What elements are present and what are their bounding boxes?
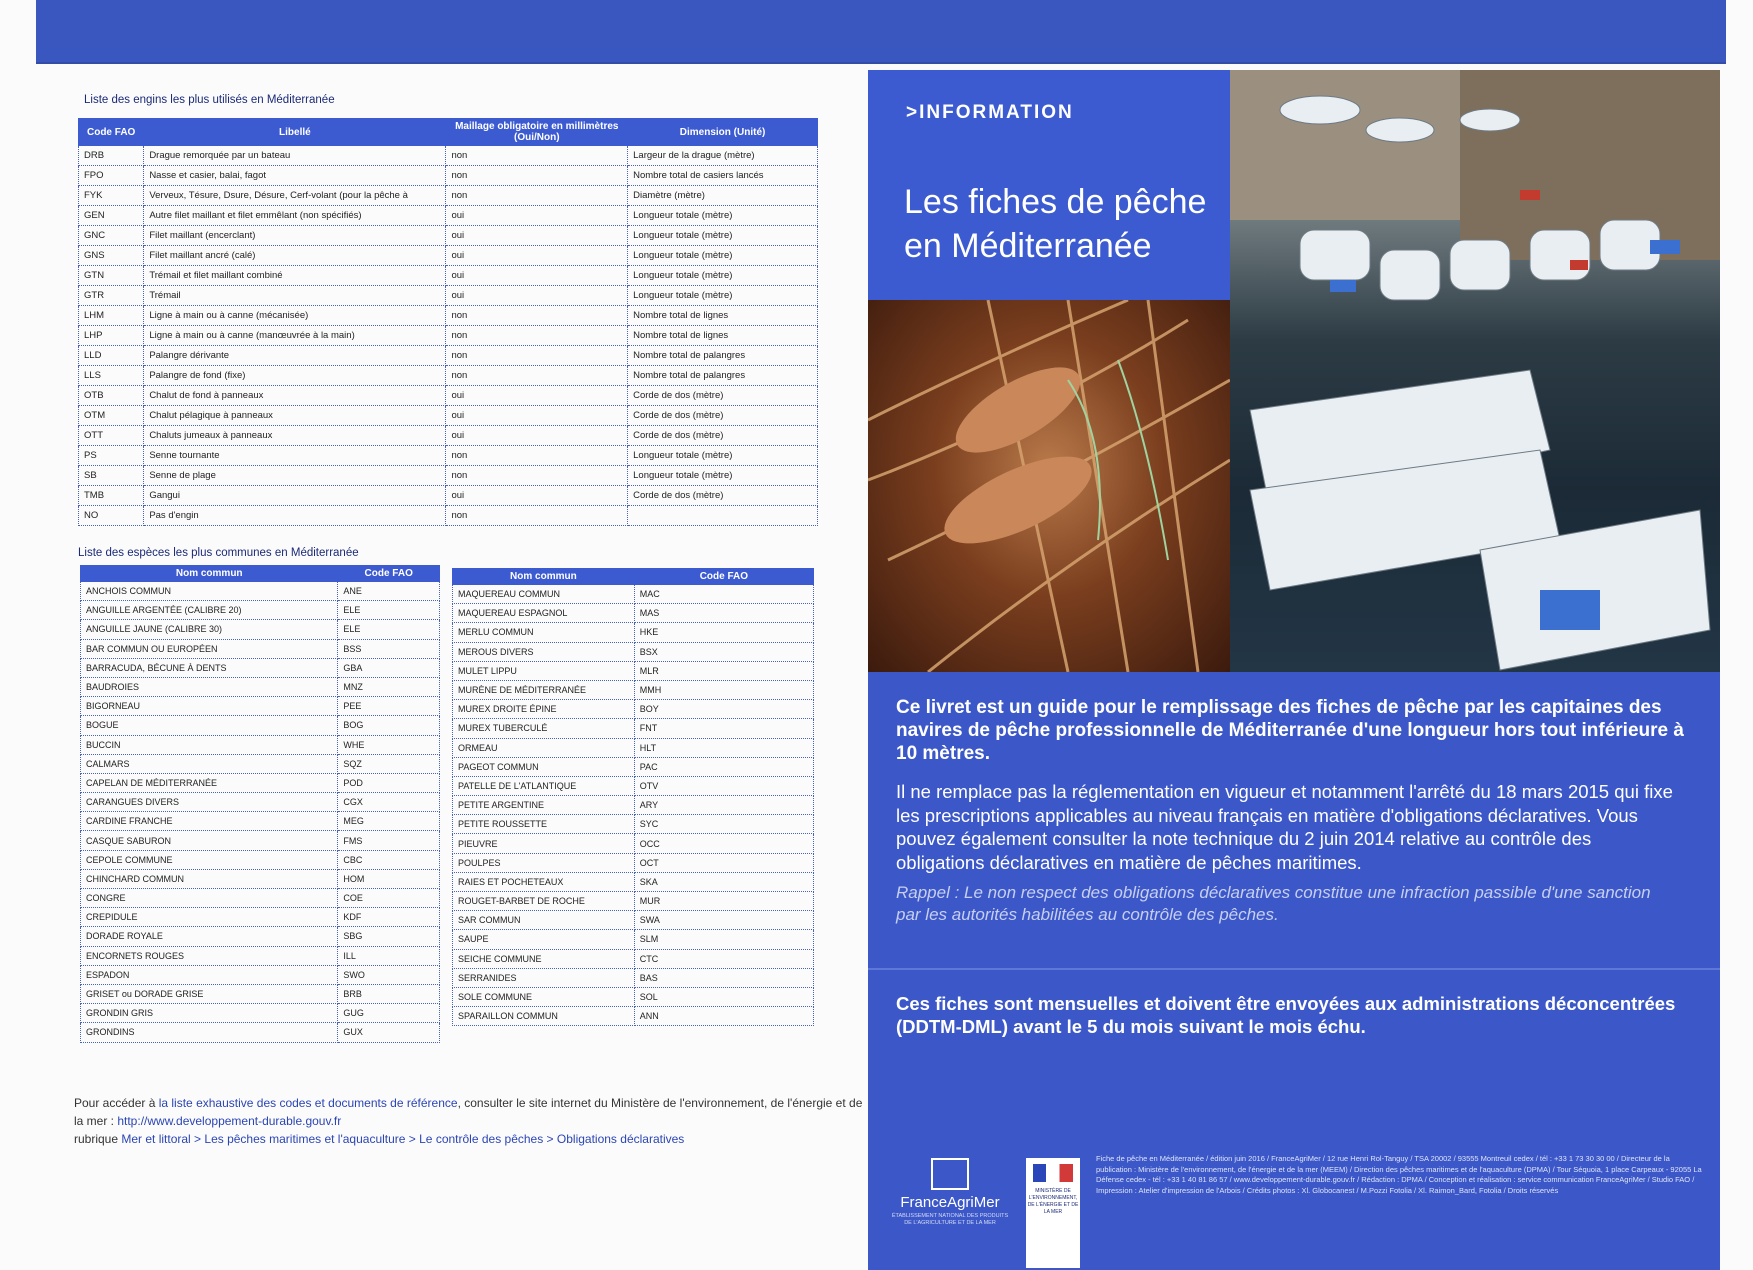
engins-cell: Nombre total de palangres xyxy=(628,366,818,386)
engins-cell: Senne tournante xyxy=(144,446,446,466)
especes-row xyxy=(81,831,440,850)
especes-row xyxy=(453,623,814,642)
especes-cell: CALMARS xyxy=(81,754,338,773)
especes-cell: SBG xyxy=(338,927,440,946)
engins-cell: NO xyxy=(79,506,144,526)
especes-cell: ANCHOIS COMMUN xyxy=(81,582,338,601)
engins-cell: oui xyxy=(446,486,628,506)
especes-row xyxy=(81,639,440,658)
especes-row xyxy=(453,796,814,815)
especes-row xyxy=(453,757,814,776)
especes-cell: HLT xyxy=(634,738,813,757)
franceagrimer-logo-name: FranceAgriMer xyxy=(900,1194,1000,1211)
engins-cell: non xyxy=(446,186,628,206)
especes-cell: PAC xyxy=(634,757,813,776)
info-panel xyxy=(868,70,1230,300)
lead-text: Ce livret est un guide pour le remplissage des fiches de pêche par les capitaines des navires de pêche professionnelle de Méditerranée d'une longueur hors tout inférieure à 10 mètres. xyxy=(896,697,1684,764)
engins-row xyxy=(79,146,818,166)
engins-cell: SB xyxy=(79,466,144,486)
especes-cell: CARDINE FRANCHE xyxy=(81,812,338,831)
especes-cell: BAR COMMUN OU EUROPÉEN xyxy=(81,639,338,658)
especes-cell: CREPIDULE xyxy=(81,908,338,927)
rappel-note: Rappel : Le non respect des obligations déclaratives constitue une infraction passible d'une sanction par les autorités habilitées au contrôle des pêches. xyxy=(896,883,1651,924)
especes-cell: MULET LIPPU xyxy=(453,661,635,680)
especes-cell: SYC xyxy=(634,815,813,834)
especes-cell: CTC xyxy=(634,949,813,968)
right-page xyxy=(868,70,1720,1226)
especes-cell: SQZ xyxy=(338,754,440,773)
engins-row xyxy=(79,266,818,286)
especes-cell: SOLE COMMUNE xyxy=(453,987,635,1006)
engins-cell: TMB xyxy=(79,486,144,506)
especes-cell: BAS xyxy=(634,968,813,987)
engins-cell: oui xyxy=(446,426,628,446)
especes-row xyxy=(81,1004,440,1023)
especes-cell: BUCCIN xyxy=(81,735,338,754)
franceagrimer-logo-mark xyxy=(931,1158,969,1190)
left-page xyxy=(70,70,863,1180)
engins-cell: non xyxy=(446,166,628,186)
especes-row xyxy=(453,680,814,699)
especes-cell: BIGORNEAU xyxy=(81,697,338,716)
especes-row xyxy=(81,658,440,677)
engins-cell: Corde de dos (mètre) xyxy=(628,486,818,506)
especes-cell: MAQUEREAU COMMUN xyxy=(453,585,635,604)
engins-header-cell: Dimension (Unité) xyxy=(628,119,818,146)
especes-cell: OCT xyxy=(634,853,813,872)
especes-cell: CHINCHARD COMMUN xyxy=(81,869,338,888)
especes-cell: PETITE ROUSSETTE xyxy=(453,815,635,834)
engins-cell: oui xyxy=(446,406,628,426)
especes-cell: CGX xyxy=(338,793,440,812)
net-mending-illustration xyxy=(868,300,1230,672)
especes-cell: PIEUVRE xyxy=(453,834,635,853)
especes-row xyxy=(81,965,440,984)
especes-row xyxy=(453,1007,814,1026)
especes-row xyxy=(453,776,814,795)
especes-header-cell: Nom commun xyxy=(81,566,338,582)
especes-cell: BAUDROIES xyxy=(81,677,338,696)
engins-cell: Longueur totale (mètre) xyxy=(628,466,818,486)
engins-cell xyxy=(628,506,818,526)
especes-cell: CEPOLE COMMUNE xyxy=(81,850,338,869)
especes-cell: ANGUILLE ARGENTÉE (CALIBRE 20) xyxy=(81,601,338,620)
engins-cell: non xyxy=(446,466,628,486)
engins-row xyxy=(79,366,818,386)
especes-cell: PEE xyxy=(338,697,440,716)
engins-table xyxy=(78,118,818,526)
especes-cell: ORMEAU xyxy=(453,738,635,757)
especes-cell: MERLU COMMUN xyxy=(453,623,635,642)
especes-cell: CONGRE xyxy=(81,889,338,908)
franceagrimer-logo xyxy=(890,1158,1010,1227)
especes-cell: MEROUS DIVERS xyxy=(453,642,635,661)
especes-row xyxy=(81,793,440,812)
especes-cell: SAUPE xyxy=(453,930,635,949)
engins-header-cell: Code FAO xyxy=(79,119,144,146)
bottom-lead-text: Ces fiches sont mensuelles et doivent être envoyées aux administrations déconcentrées (DDTM-DML) avant le 5 du mois suivant le mois échu. xyxy=(896,993,1676,1037)
engins-row xyxy=(79,486,818,506)
body-paragraph: Il ne remplace pas la réglementation en vigueur et notamment l'arrêté du 18 mars 2015 qui fixe les prescriptions applicables au niveau français en matière d'obligations déclaratives. Vous pouvez également consulter la note technique du 2 juin 2014 relative au contrôle des obligations déclaratives en matière de pêches maritimes. xyxy=(896,781,1673,873)
especes-cell: POULPES xyxy=(453,853,635,872)
engins-cell: Longueur totale (mètre) xyxy=(628,446,818,466)
especes-cell: BOGUE xyxy=(81,716,338,735)
engins-row xyxy=(79,226,818,246)
credits-text: Fiche de pêche en Méditerranée / édition juin 2016 / FranceAgriMer / 12 rue Henri Rol-Tanguy / TSA 20002 / 93555 Montreuil cedex / tél : +33 1 73 30 30 00 / Directeur de la publication : Ministère de l'environnement, de l'énergie et de la mer (MEEM) / Direction des pêches maritimes et de l'aquaculture (DPMA) / Tour Séquoia, 1 place Carpeaux - 92055 La Défense cedex - tél : +33 1 40 81 86 57 / www.developpement-durable.gouv.fr / Rédaction : DPMA / Conception et réalisation : service communication FranceAgriMer / Studio FAO / Impression : Atelier d'impression de l'Arbois / Crédits photos : Xl. Globocanest / M.Pozzi Fotolia / Xl. Raimon_Bard, Fotolia / Droits réservés xyxy=(1096,1154,1702,1195)
especes-cell: BSX xyxy=(634,642,813,661)
especes-cell: SERRANIDES xyxy=(453,968,635,987)
especes-row xyxy=(453,604,814,623)
info-bluebox xyxy=(868,672,1720,1270)
especes-cell: ILL xyxy=(338,946,440,965)
footer-link-list[interactable]: la liste exhaustive des codes et documents de référence xyxy=(158,1096,458,1110)
especes-row xyxy=(81,735,440,754)
especes-cell: MLR xyxy=(634,661,813,680)
engins-cell: Longueur totale (mètre) xyxy=(628,286,818,306)
franceagrimer-logo-sub: ÉTABLISSEMENT NATIONAL DES PRODUITS DE L'AGRICULTURE ET DE LA MER xyxy=(891,1213,1009,1226)
engins-row xyxy=(79,346,818,366)
info-label: >INFORMATION xyxy=(906,102,1074,123)
engins-row xyxy=(79,446,818,466)
engins-cell: GTR xyxy=(79,286,144,306)
especes-cell: SWO xyxy=(338,965,440,984)
engins-row xyxy=(79,466,818,486)
engins-row xyxy=(79,326,818,346)
harbor-illustration xyxy=(1230,70,1720,672)
especes-row xyxy=(81,697,440,716)
especes-row xyxy=(81,946,440,965)
top-band xyxy=(36,0,1726,64)
engins-cell: Trémail xyxy=(144,286,446,306)
engins-cell: oui xyxy=(446,386,628,406)
engins-row xyxy=(79,206,818,226)
engins-row xyxy=(79,286,818,306)
especes-cell: PAGEOT COMMUN xyxy=(453,757,635,776)
divider xyxy=(868,968,1720,970)
engins-cell: Corde de dos (mètre) xyxy=(628,386,818,406)
ministry-logo xyxy=(1026,1158,1080,1268)
engins-cell: Longueur totale (mètre) xyxy=(628,246,818,266)
engins-cell: LHP xyxy=(79,326,144,346)
engins-cell: DRB xyxy=(79,146,144,166)
especes-cell: ELE xyxy=(338,601,440,620)
especes-cell: POD xyxy=(338,773,440,792)
engins-cell: Ligne à main ou à canne (mécanisée) xyxy=(144,306,446,326)
especes-row xyxy=(453,872,814,891)
especes-cell: SWA xyxy=(634,911,813,930)
engins-cell: oui xyxy=(446,206,628,226)
engins-cell: oui xyxy=(446,266,628,286)
engins-cell: Chalut de fond à panneaux xyxy=(144,386,446,406)
especes-cell: MUREX TUBERCULÉ xyxy=(453,719,635,738)
especes-row xyxy=(81,850,440,869)
page-title: Les fiches de pêche en Méditerranée xyxy=(904,183,1207,265)
engins-cell: Filet maillant (encerclant) xyxy=(144,226,446,246)
engins-cell: oui xyxy=(446,246,628,266)
especes-row xyxy=(453,834,814,853)
engins-cell: OTM xyxy=(79,406,144,426)
engins-cell: OTT xyxy=(79,426,144,446)
engins-cell: Longueur totale (mètre) xyxy=(628,226,818,246)
especes-cell: SKA xyxy=(634,872,813,891)
engins-row xyxy=(79,386,818,406)
especes-row xyxy=(81,869,440,888)
fishing-net-photo xyxy=(868,300,1230,672)
footer-note xyxy=(74,1094,864,1148)
especes-cell: FMS xyxy=(338,831,440,850)
especes-cell: BOY xyxy=(634,700,813,719)
especes-row xyxy=(453,987,814,1006)
engins-cell: oui xyxy=(446,286,628,306)
engins-cell: Chaluts jumeaux à panneaux xyxy=(144,426,446,446)
engins-cell: GNC xyxy=(79,226,144,246)
especes-cell: WHE xyxy=(338,735,440,754)
engins-cell: FYK xyxy=(79,186,144,206)
especes-cell: DORADE ROYALE xyxy=(81,927,338,946)
especes-row xyxy=(81,984,440,1003)
especes-cell: HOM xyxy=(338,869,440,888)
engins-cell: non xyxy=(446,346,628,366)
engins-cell: Trémail et filet maillant combiné xyxy=(144,266,446,286)
especes-row xyxy=(453,700,814,719)
especes-cell: CAPELAN DE MÉDITERRANÉE xyxy=(81,773,338,792)
engins-cell: GEN xyxy=(79,206,144,226)
especes-cell: CASQUE SABURON xyxy=(81,831,338,850)
engins-cell: GNS xyxy=(79,246,144,266)
engins-row xyxy=(79,306,818,326)
engins-row xyxy=(79,186,818,206)
especes-row xyxy=(453,661,814,680)
engins-cell: Filet maillant ancré (calé) xyxy=(144,246,446,266)
engins-row xyxy=(79,166,818,186)
engins-cell: GTN xyxy=(79,266,144,286)
especes-cell: ARY xyxy=(634,796,813,815)
especes-title: Liste des espèces les plus communes en Méditerranée xyxy=(78,547,359,559)
especes-cell: GUX xyxy=(338,1023,440,1042)
engins-cell: Corde de dos (mètre) xyxy=(628,406,818,426)
engins-cell: non xyxy=(446,326,628,346)
especes-cell: BSS xyxy=(338,639,440,658)
engins-cell: PS xyxy=(79,446,144,466)
especes-cell: ANE xyxy=(338,582,440,601)
engins-cell: Senne de plage xyxy=(144,466,446,486)
especes-cell: SPARAILLON COMMUN xyxy=(453,1007,635,1026)
especes-row xyxy=(81,1023,440,1042)
engins-cell: FPO xyxy=(79,166,144,186)
especes-row xyxy=(453,892,814,911)
especes-table-2 xyxy=(452,568,814,1026)
engins-cell: Palangre de fond (fixe) xyxy=(144,366,446,386)
especes-cell: RAIES ET POCHETEAUX xyxy=(453,872,635,891)
especes-cell: SLM xyxy=(634,930,813,949)
especes-cell: PATELLE DE L'ATLANTIQUE xyxy=(453,776,635,795)
especes-cell: ENCORNETS ROUGES xyxy=(81,946,338,965)
especes-cell: SAR COMMUN xyxy=(453,911,635,930)
especes-header-cell: Nom commun xyxy=(453,569,635,585)
especes-cell: PETITE ARGENTINE xyxy=(453,796,635,815)
engins-cell: non xyxy=(446,366,628,386)
especes-row xyxy=(81,601,440,620)
especes-row xyxy=(81,927,440,946)
especes-cell: COE xyxy=(338,889,440,908)
especes-header-cell: Code FAO xyxy=(338,566,440,582)
especes-row xyxy=(453,911,814,930)
especes-cell: OTV xyxy=(634,776,813,795)
engins-cell: Drague remorquée par un bateau xyxy=(144,146,446,166)
especes-row xyxy=(81,812,440,831)
ministry-logo-text: MINISTÈRE DE L'ENVIRONNEMENT, DE L'ÉNERGIE ET DE LA MER xyxy=(1027,1188,1079,1215)
engins-cell: LLD xyxy=(79,346,144,366)
especes-cell: MEG xyxy=(338,812,440,831)
especes-cell: CARANGUES DIVERS xyxy=(81,793,338,812)
engins-cell: Longueur totale (mètre) xyxy=(628,206,818,226)
especes-cell: MNZ xyxy=(338,677,440,696)
engins-cell: Chalut pélagique à panneaux xyxy=(144,406,446,426)
especes-cell: MAS xyxy=(634,604,813,623)
especes-cell: KDF xyxy=(338,908,440,927)
especes-header-cell: Code FAO xyxy=(634,569,813,585)
especes-table-1 xyxy=(80,565,440,1043)
especes-cell: GRONDIN GRIS xyxy=(81,1004,338,1023)
especes-row xyxy=(453,642,814,661)
especes-row xyxy=(453,968,814,987)
engins-row xyxy=(79,246,818,266)
especes-row xyxy=(453,930,814,949)
engins-cell: Nombre total de lignes xyxy=(628,306,818,326)
especes-cell: MUREX DROITE ÉPINE xyxy=(453,700,635,719)
especes-cell: MAC xyxy=(634,585,813,604)
engins-cell: Largeur de la drague (mètre) xyxy=(628,146,818,166)
engins-cell: non xyxy=(446,446,628,466)
footer-rubrique-label: rubrique xyxy=(74,1132,122,1146)
especes-row xyxy=(81,582,440,601)
engins-cell: Gangui xyxy=(144,486,446,506)
harbor-boats-photo xyxy=(1230,70,1720,672)
engins-cell: non xyxy=(446,306,628,326)
especes-cell: OCC xyxy=(634,834,813,853)
especes-row xyxy=(453,738,814,757)
especes-cell: GUG xyxy=(338,1004,440,1023)
especes-cell: GRONDINS xyxy=(81,1023,338,1042)
engins-cell: LLS xyxy=(79,366,144,386)
especes-row xyxy=(81,677,440,696)
especes-row xyxy=(453,719,814,738)
footer-text-1: Pour accéder à xyxy=(74,1096,159,1110)
footer-text-2: , consulter le site internet du Ministère de l'environnement, de l'énergie et de la mer : xyxy=(74,1096,863,1128)
especes-cell: BOG xyxy=(338,716,440,735)
footer-url-link[interactable]: http://www.developpement-durable.gouv.fr xyxy=(117,1114,342,1128)
especes-cell: CBC xyxy=(338,850,440,869)
engins-cell: Pas d'engin xyxy=(144,506,446,526)
especes-cell: MUR xyxy=(634,892,813,911)
engins-cell: Autre filet maillant et filet emmêlant (non spécifiés) xyxy=(144,206,446,226)
especes-row xyxy=(453,815,814,834)
especes-cell: MURÈNE DE MÉDITERRANÉE xyxy=(453,680,635,699)
especes-row xyxy=(453,949,814,968)
especes-cell: BARRACUDA, BÉCUNE À DENTS xyxy=(81,658,338,677)
especes-cell: ELE xyxy=(338,620,440,639)
engins-cell: LHM xyxy=(79,306,144,326)
especes-cell: ROUGET-BARBET DE ROCHE xyxy=(453,892,635,911)
especes-row xyxy=(81,908,440,927)
engins-cell: Diamètre (mètre) xyxy=(628,186,818,206)
especes-row xyxy=(81,620,440,639)
especes-row xyxy=(453,585,814,604)
engins-cell: Nasse et casier, balai, fagot xyxy=(144,166,446,186)
engins-cell: Nombre total de casiers lancés xyxy=(628,166,818,186)
especes-cell: ESPADON xyxy=(81,965,338,984)
especes-cell: MMH xyxy=(634,680,813,699)
engins-cell: Corde de dos (mètre) xyxy=(628,426,818,446)
footer-rubrique-path[interactable]: Mer et littoral > Les pêches maritimes et l'aquaculture > Le contrôle des pêches > Obligations déclaratives xyxy=(121,1132,685,1146)
especes-cell: SEICHE COMMUNE xyxy=(453,949,635,968)
engins-cell: Longueur totale (mètre) xyxy=(628,266,818,286)
especes-cell: BRB xyxy=(338,984,440,1003)
especes-row xyxy=(81,889,440,908)
especes-row xyxy=(81,716,440,735)
engins-cell: oui xyxy=(446,226,628,246)
engins-row xyxy=(79,426,818,446)
especes-row xyxy=(81,773,440,792)
especes-cell: GBA xyxy=(338,658,440,677)
engins-cell: Nombre total de palangres xyxy=(628,346,818,366)
engins-cell: OTB xyxy=(79,386,144,406)
especes-cell: GRISET ou DORADE GRISE xyxy=(81,984,338,1003)
especes-cell: SOL xyxy=(634,987,813,1006)
engins-cell: Nombre total de lignes xyxy=(628,326,818,346)
especes-cell: MAQUEREAU ESPAGNOL xyxy=(453,604,635,623)
engins-cell: Verveux, Tésure, Dsure, Désure, Cerf-volant (pour la pêche à xyxy=(144,186,446,206)
engins-row xyxy=(79,506,818,526)
especes-cell: FNT xyxy=(634,719,813,738)
french-flag-icon xyxy=(1033,1164,1073,1182)
engins-title: Liste des engins les plus utilisés en Méditerranée xyxy=(84,94,335,106)
especes-cell: HKE xyxy=(634,623,813,642)
engins-cell: non xyxy=(446,506,628,526)
engins-header-cell: Maillage obligatoire en millimètres (Oui/Non) xyxy=(446,119,628,146)
especes-cell: ANGUILLE JAUNE (CALIBRE 30) xyxy=(81,620,338,639)
engins-row xyxy=(79,406,818,426)
engins-cell: Ligne à main ou à canne (manœuvrée à la main) xyxy=(144,326,446,346)
engins-cell: Palangre dérivante xyxy=(144,346,446,366)
engins-cell: non xyxy=(446,146,628,166)
especes-row xyxy=(81,754,440,773)
engins-header-cell: Libellé xyxy=(144,119,446,146)
especes-cell: ANN xyxy=(634,1007,813,1026)
especes-row xyxy=(453,853,814,872)
